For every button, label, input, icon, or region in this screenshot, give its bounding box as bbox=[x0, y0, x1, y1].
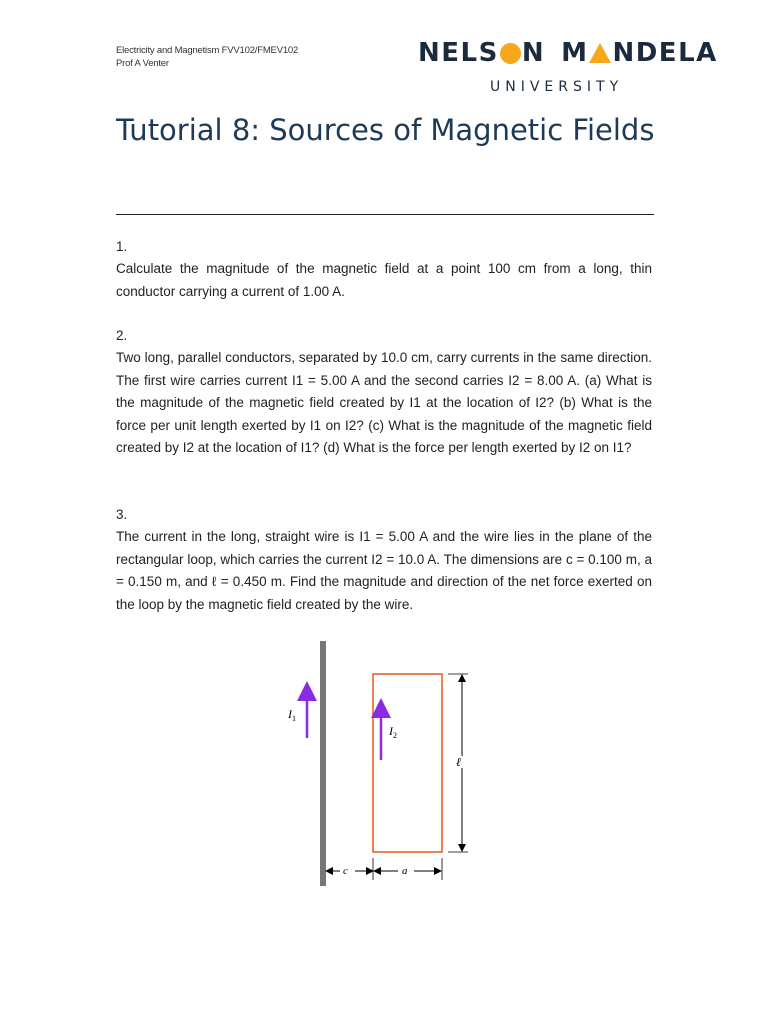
question-number: 3. bbox=[116, 507, 128, 522]
label-length: ℓ bbox=[456, 755, 461, 769]
straight-wire bbox=[320, 641, 326, 886]
question-text: The current in the long, straight wire is I1 = 5.00 A and the wire lies in the plane of the rectangular loop, which carries the current I2 = 10.0 A. The dimensions are c = 0.100 m, a = 0.150 m, and ℓ = 0.450 m. Find the magnitude and direction of the net force exerted on the loop by the magnetic field created by the wire. bbox=[116, 529, 652, 612]
course-header bbox=[116, 44, 298, 70]
title-divider bbox=[116, 214, 654, 215]
label-a: a bbox=[402, 865, 408, 877]
logo-wordmark: NELS N M NDELA bbox=[418, 38, 718, 68]
label-i2: $I_2$ bbox=[389, 724, 397, 740]
question-number: 1. bbox=[116, 239, 128, 254]
label-i1: $I_1$ bbox=[288, 707, 296, 723]
label-c: c bbox=[343, 865, 348, 877]
question-2 bbox=[116, 325, 652, 459]
wire-loop-diagram bbox=[280, 636, 490, 891]
question-text: Calculate the magnitude of the magnetic field at a point 100 cm from a long, thin conductor carrying a current of 1.00 A. bbox=[116, 261, 652, 299]
page-title: Tutorial 8: Sources of Magnetic Fields bbox=[116, 113, 655, 147]
course-name: Electricity and Magnetism FVV102/FMEV102 bbox=[116, 45, 299, 56]
question-1 bbox=[116, 236, 652, 303]
rectangular-loop bbox=[373, 674, 442, 852]
university-logo bbox=[418, 38, 722, 98]
question-3 bbox=[116, 504, 652, 616]
logo-subtitle: UNIVERSITY bbox=[490, 79, 624, 95]
triangle-icon bbox=[589, 43, 611, 63]
lecturer-name: Prof A Venter bbox=[116, 58, 169, 69]
question-number: 2. bbox=[116, 328, 128, 343]
question-text: Two long, parallel conductors, separated by 10.0 cm, carry currents in the same direction. The first wire carries current I1 = 5.00 A and the second carries I2 = 8.00 A. (a) What is the magnitude of the magnetic field created by I1 at the location of I2? (b) What is the force per unit length exerted by I1 on I2? (c) What is the magnitude of the magnetic field created by I2 at the location of I1? (d) What is the force per length exerted by I2 on I1? bbox=[116, 350, 652, 456]
sun-icon bbox=[500, 43, 521, 64]
